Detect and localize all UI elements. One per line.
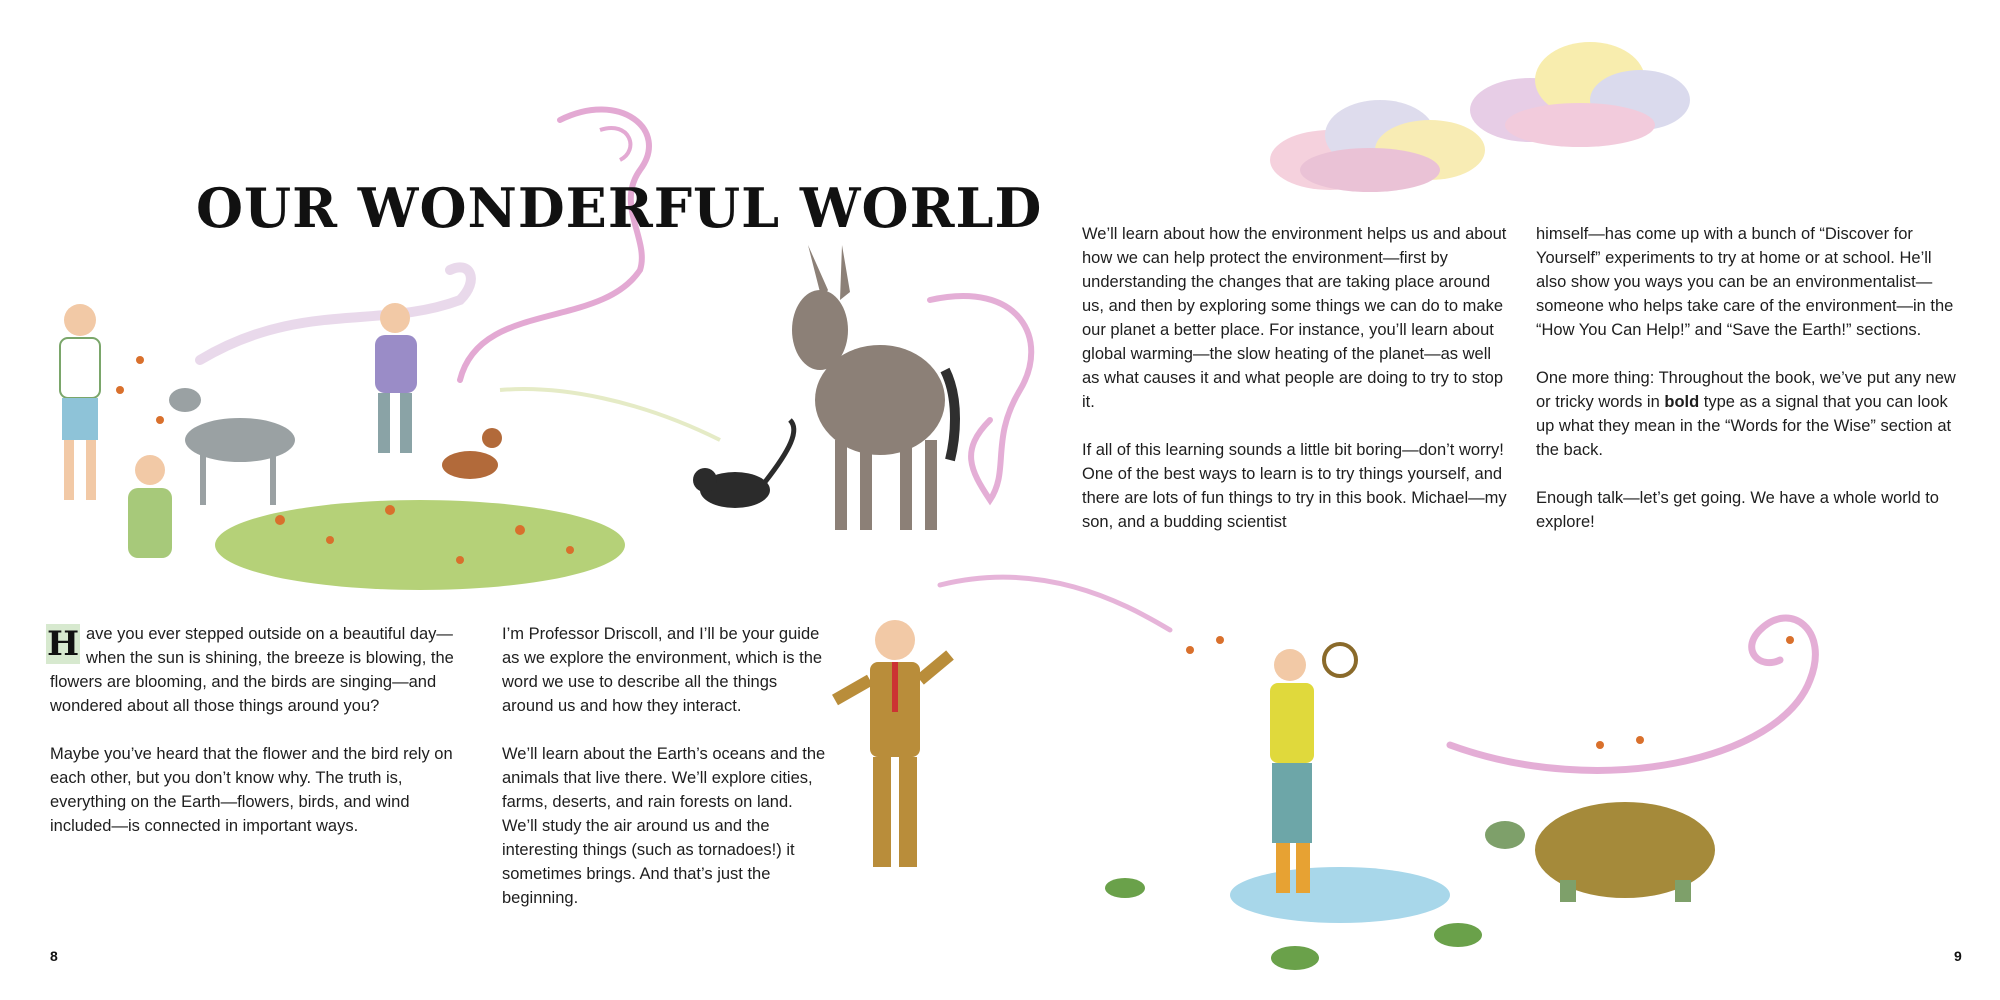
- puddle: [1230, 867, 1450, 923]
- paragraph-experiments: himself—has come up with a bunch of “Discover for Yourself” experiments to try at home or at school. He’ll also show you ways you can be an environmentalist—someone who helps take care of the environment—in the “How You Can Help!” and “Save the Earth!” sections.: [1536, 225, 1954, 339]
- drop-cap: H: [46, 624, 80, 664]
- page-title: OUR WONDERFUL WORLD: [196, 176, 1043, 240]
- bold-words-text-before: One more thing: Throughout the book, we’ve put any new or tricky words in: [1536, 369, 1956, 411]
- girl-figure: [128, 455, 172, 558]
- paragraph-connected: Maybe you’ve heard that the flower and the bird rely on each other, but you don’t know why. The truth is, everything on the Earth—flowers, birds, and wind included—is connected in important ways.: [50, 745, 453, 835]
- paragraph-intro-text: ave you ever stepped outside on a beautiful day—when the sun is shining, the breeze is blowing, the flowers are blooming, and the birds are singing—and wondered about all those things around you?: [50, 625, 454, 715]
- cloud-left: [1270, 100, 1485, 192]
- explorer-boy-figure: [1270, 644, 1356, 893]
- cloud-right: [1470, 42, 1690, 147]
- paragraph-oceans: We’ll learn about the Earth’s oceans and the animals that live there. We’ll explore cities, farms, deserts, and rain forests on land. We’ll study the air around us and the interesting things (such as tornadoes!) it sometimes brings. And that’s just the beginning.: [502, 745, 826, 907]
- jumping-girl-figure: [375, 303, 417, 453]
- swirl-middle: [940, 577, 1170, 630]
- turtle-figure: [1485, 802, 1715, 902]
- right-column-1: [1082, 222, 1512, 558]
- small-dog-figure: [442, 428, 502, 479]
- paragraph-intro: [46, 622, 470, 718]
- paragraph-boring: If all of this learning sounds a little bit boring—don’t worry! One of the best ways to learn is to try things yourself, and there are lots of fun things to try in this book. Michael—my son, and a budding scientist: [1082, 441, 1507, 531]
- professor-figure: [835, 620, 950, 867]
- boy-figure: [60, 304, 100, 500]
- bold-words-text-after: type as a signal that you can look up what they mean in the “Words for the Wise” section at the back.: [1536, 393, 1952, 459]
- paragraph-environment: We’ll learn about how the environment helps us and about how we can help protect the environment—first by understanding the changes that are taking place around us, and then by exploring some things we can do to make our planet a better place. For instance, you’ll learn about global warming—the slow heating of the planet—as well as what causes it and what people are doing to try to stop it.: [1082, 225, 1507, 411]
- left-column-2: [502, 622, 832, 934]
- bold-word: bold: [1664, 393, 1700, 411]
- page-number-right: 9: [1954, 948, 1962, 964]
- swirl-donkey: [930, 296, 1031, 500]
- swirl-title-inner: [600, 128, 630, 160]
- swirl-kids: [200, 267, 471, 360]
- right-column-2: [1536, 222, 1966, 558]
- leaf-pile: [215, 500, 625, 590]
- swirl-title: [460, 110, 649, 380]
- left-column-1: [46, 622, 470, 862]
- paragraph-professor: I’m Professor Driscoll, and I’ll be your guide as we explore the environment, which is the word we use to describe all the things around us and how they interact.: [502, 625, 823, 715]
- greyhound-figure: [169, 388, 295, 505]
- paragraph-lets-go: Enough talk—let’s get going. We have a whole world to explore!: [1536, 489, 1939, 531]
- page-number-left: 8: [50, 948, 58, 964]
- donkey-figure: [792, 245, 955, 530]
- paragraph-bold-words: [1536, 366, 1966, 462]
- swirl-turtle: [1450, 618, 1815, 770]
- swirl-wind: [500, 389, 720, 440]
